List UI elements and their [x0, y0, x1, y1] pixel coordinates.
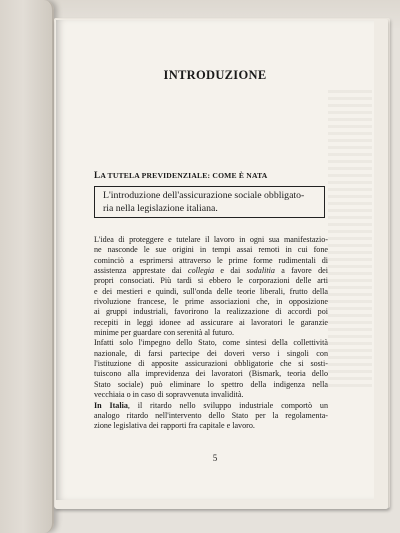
body-line: propri consociati. Più tardi si ebbero le corporazioni delle arti — [94, 276, 328, 286]
body-line: nazionale, di farsi partecipe dei doveri verso i singoli con — [94, 348, 328, 358]
body-line: minime per guardare con serenità al futuro. — [94, 328, 235, 338]
body-line: Infatti solo l'impegno dello Stato, come sintesi della collettività — [94, 338, 328, 348]
show-through-text — [328, 90, 372, 390]
body-line: ai gruppi industriali, favorirono la realizzazione di accordi poi — [94, 307, 328, 317]
body-line: e dei mestieri e quindi, sull'onda delle teorie liberali, frutto della — [94, 286, 328, 296]
body-line: tuiscono alla imprevidenza dei lavoratori (Bismark, teoria dello — [94, 369, 328, 379]
body-line: In Italia, il ritardo nello sviluppo industriale comportò un — [94, 400, 328, 410]
boxed-heading-line: ria nella legislazione italiana. — [103, 202, 218, 214]
body-text — [94, 235, 328, 432]
body-line: cominciò a esprimersi attraverso le prime forme rudimentali di — [94, 255, 328, 265]
body-line: ne nasconde le sue origini in tempi assai remoti in cui fone — [94, 245, 328, 255]
facing-page-edge — [0, 0, 54, 533]
book-page — [56, 20, 374, 500]
body-line: analogo ritardo nell'intervento dello Stato per la regolamenta- — [94, 410, 328, 420]
page-number: 5 — [212, 453, 218, 463]
body-line: assistenza apprestate dai collegia e dai sodalitia a favore dei — [94, 266, 328, 276]
boxed-heading-line: L'introduzione dell'assicurazione sociale obbligato- — [103, 190, 305, 201]
page-title: INTRODUZIONE — [163, 68, 267, 82]
body-line: l'istituzione di apposite assicurazioni obbligatorie che si sosti- — [94, 359, 328, 369]
body-line: zione legislativa dei rapporti fra capitale e lavoro. — [94, 421, 255, 431]
body-line: rivoluzione francese, le prime associazioni che, in opposizione — [94, 297, 328, 307]
body-line: recepiti in leggi idonee ad assicurare ai lavoratori le garanzie — [94, 317, 328, 327]
section-heading: LA TUTELA PREVIDENZIALE: COME È NATA — [94, 170, 268, 180]
body-line: Stato sociale) può eliminare lo spettro della indigenza nella — [94, 379, 328, 389]
body-line: vecchiaia o in caso di sopravvenuta invalidità. — [94, 390, 244, 400]
boxed-heading — [94, 186, 325, 218]
body-line: L'idea di proteggere e tutelare il lavoro in ogni sua manifestazio- — [94, 235, 328, 244]
